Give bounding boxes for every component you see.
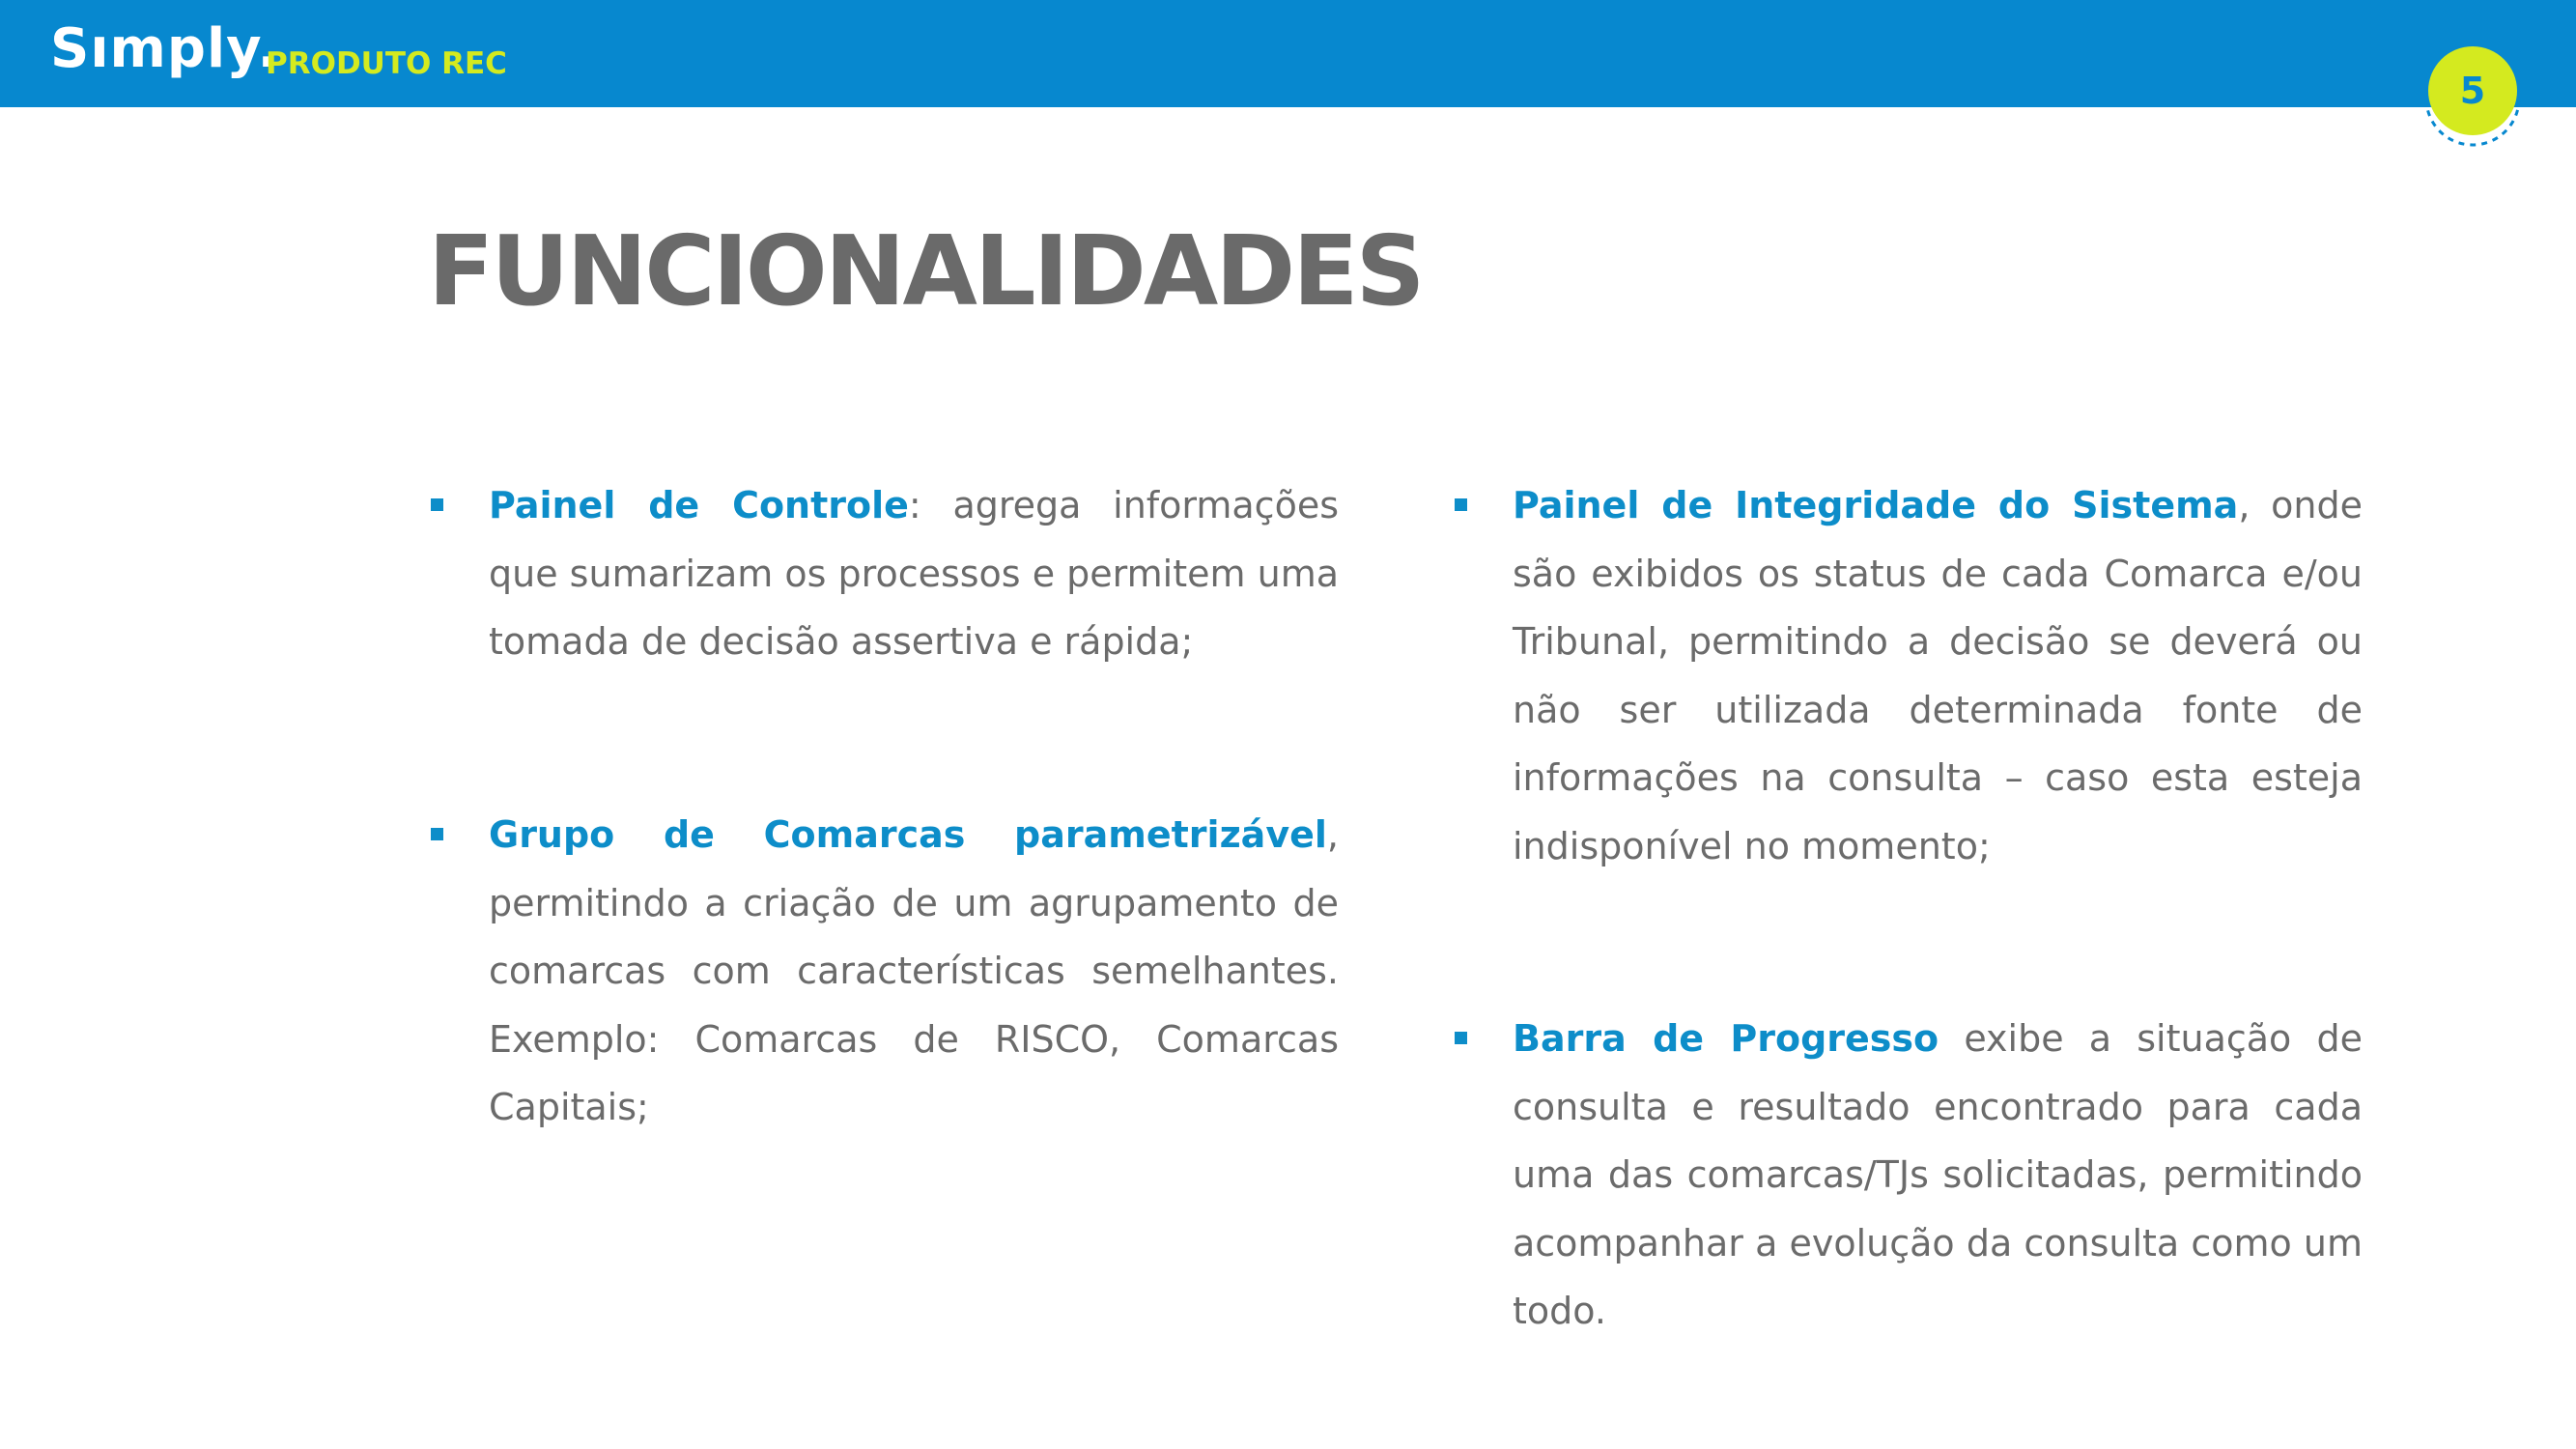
page-number: 5 xyxy=(2459,70,2486,112)
feature-item-barra-progresso xyxy=(1513,1005,2363,1346)
feature-title: Barra de Progresso xyxy=(1513,1017,1939,1060)
brand-logo: Sımply. xyxy=(50,17,279,80)
bullet-square-icon xyxy=(1455,1032,1467,1044)
product-label: PRODUTO REC xyxy=(266,46,507,81)
feature-title: Painel de Integridade do Sistema xyxy=(1513,484,2239,526)
feature-item-painel-controle xyxy=(489,471,1339,676)
feature-description: : agrega informações que sumarizam os processos e permitem uma tomada de decisão assertiva e rápida; xyxy=(489,484,1339,663)
feature-title: Painel de Controle xyxy=(489,484,909,526)
feature-title: Grupo de Comarcas parametrizável xyxy=(489,813,1327,856)
header-bar xyxy=(0,0,2576,107)
bullet-square-icon xyxy=(431,828,443,840)
feature-item-grupo-comarcas xyxy=(489,801,1339,1142)
page-number-badge xyxy=(2420,46,2525,151)
bullet-square-icon xyxy=(431,498,443,511)
feature-item-painel-integridade xyxy=(1513,471,2363,880)
feature-description: , onde são exibidos os status de cada Comarca e/ou Tribunal, permitindo a decisão se deverá ou não ser utilizada determinada fonte de informações na consulta – caso esta esteja indisponível no momento; xyxy=(1513,484,2363,867)
bullet-square-icon xyxy=(1455,498,1467,511)
feature-description: , permitindo a criação de um agrupamento de comarcas com características semelhantes. Exemplo: Comarcas de RISCO, Comarcas Capitais; xyxy=(489,813,1339,1128)
feature-description: exibe a situação de consulta e resultado encontrado para cada uma das comarcas/TJs solicitadas, permitindo acompanhar a evolução da consulta como um todo. xyxy=(1513,1017,2363,1332)
page-title: FUNCIONALIDADES xyxy=(428,214,1423,327)
